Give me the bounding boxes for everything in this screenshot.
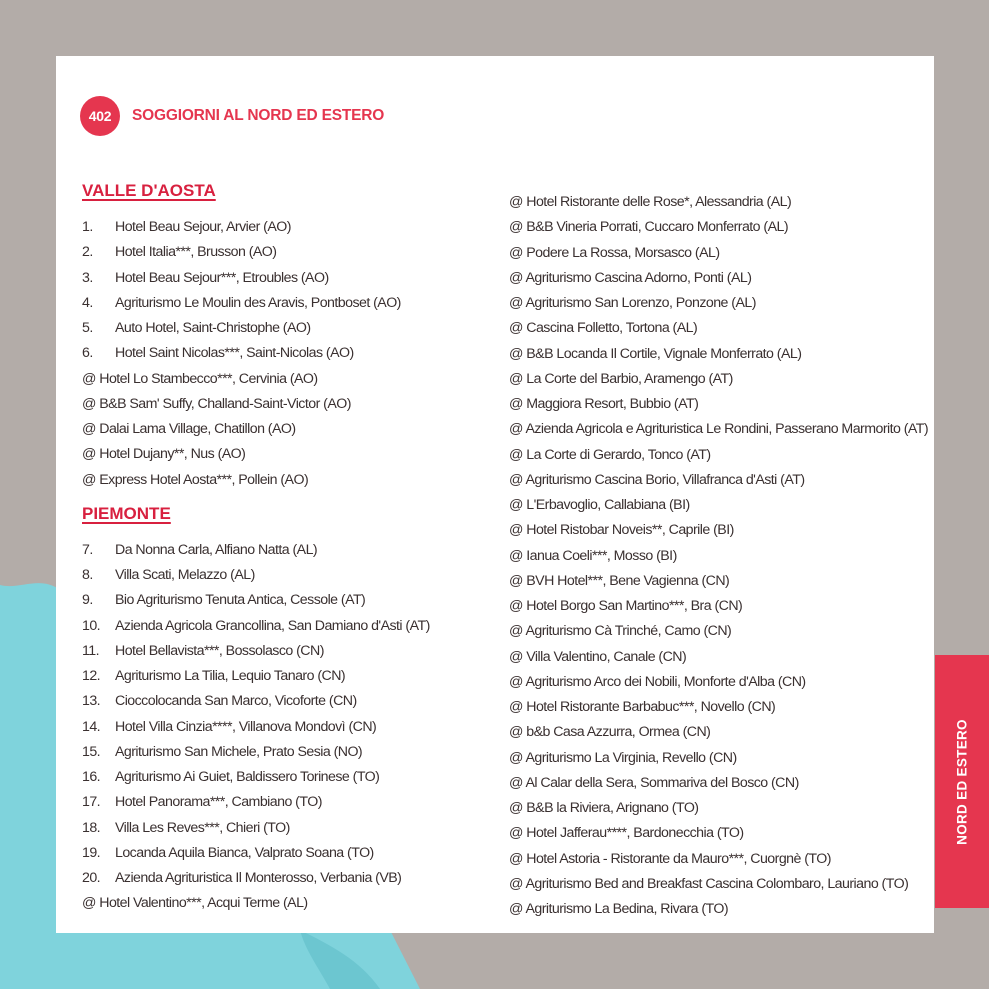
list-item — [82, 765, 502, 790]
list-item-text: Cioccolocanda San Marco, Vicoforte (CN) — [115, 693, 357, 710]
list-item: @ Podere La Rossa, Morsasco (AL) — [509, 244, 720, 261]
section-piemonte — [82, 501, 502, 917]
list-item-text: Auto Hotel, Saint-Christophe (AO) — [115, 320, 311, 336]
list-item — [82, 468, 502, 493]
list-item — [82, 790, 502, 815]
list-item — [82, 639, 502, 664]
list-item-text: @ Express Hotel Aosta***, Pollein (AO) — [82, 471, 309, 488]
list-item-number: 12. — [82, 668, 101, 684]
list-item: @ Ianua Coeli***, Mosso (BI) — [509, 547, 677, 564]
list-item — [82, 392, 502, 417]
list-item: @ Maggiora Resort, Bubbio (AT) — [509, 396, 699, 412]
list-item-number: 20. — [82, 870, 101, 886]
section-valle-daosta — [82, 178, 502, 493]
list-item: @ Al Calar della Sera, Sommariva del Bosco (CN) — [509, 774, 799, 791]
section-list — [82, 215, 502, 493]
list-item-text: Agriturismo La Tilia, Lequio Tanaro (CN) — [115, 668, 346, 684]
list-item-number: 6. — [82, 345, 93, 362]
list-item-text: Villa Scati, Melazzo (AL) — [115, 567, 255, 583]
left-column — [82, 178, 502, 917]
list-item — [82, 417, 502, 442]
page-title: SOGGIORNI AL NORD ED ESTERO — [132, 107, 385, 124]
list-item: @ Agriturismo Arco dei Nobili, Monforte d'Alba (CN) — [509, 673, 806, 690]
list-item: @ Agriturismo San Lorenzo, Ponzone (AL) — [509, 295, 756, 311]
list-item: @ Agriturismo Bed and Breakfast Cascina Colombaro, Lauriano (TO) — [509, 875, 909, 892]
list-item — [82, 816, 502, 841]
list-item-number: 18. — [82, 819, 101, 836]
list-item: @ Hotel Ristorante delle Rose*, Alessandria (AL) — [509, 194, 792, 210]
list-item-text: Hotel Saint Nicolas***, Saint-Nicolas (AO) — [115, 345, 354, 362]
list-item: @ La Corte di Gerardo, Tonco (AT) — [509, 446, 711, 463]
list-item-number: 15. — [82, 743, 101, 760]
list-item — [82, 563, 502, 588]
list-item-text: Hotel Villa Cinzia****, Villanova Mondovì (CN) — [115, 718, 377, 735]
list-item-number: 10. — [82, 617, 101, 634]
list-item — [82, 891, 502, 916]
list-item: @ b&b Casa Azzurra, Ormea (CN) — [509, 724, 711, 741]
list-item-number: 14. — [82, 718, 101, 735]
list-item-text: @ Hotel Dujany**, Nus (AO) — [82, 446, 246, 463]
list-item: @ Hotel Ristobar Noveis**, Caprile (BI) — [509, 522, 734, 539]
list-item — [82, 689, 502, 714]
list-item-text: Azienda Agricola Grancollina, San Damiano d'Asti (AT) — [115, 617, 430, 634]
page-number-badge: 402 — [80, 96, 120, 136]
list-item-text: @ B&B Sam' Suffy, Challand-Saint-Victor (AO) — [82, 395, 351, 412]
section-heading: VALLE D'AOSTA — [82, 181, 216, 200]
list-item-text: Bio Agriturismo Tenuta Antica, Cessole (AT) — [115, 592, 366, 609]
list-item: @ B&B Locanda Il Cortile, Vignale Monferrato (AL) — [509, 345, 802, 362]
list-item — [82, 841, 502, 866]
list-item: @ Villa Valentino, Canale (CN) — [509, 648, 687, 665]
list-item — [82, 715, 502, 740]
list-item-text: Hotel Italia***, Brusson (AO) — [115, 244, 277, 261]
section-heading: PIEMONTE — [82, 503, 171, 523]
list-item-text: Hotel Beau Sejour, Arvier (AO) — [115, 219, 291, 235]
list-item — [82, 316, 502, 341]
list-item: @ Agriturismo Cascina Borio, Villafranca d'Asti (AT) — [509, 471, 805, 488]
list-item: @ Cascina Folletto, Tortona (AL) — [509, 320, 698, 337]
list-item: @ Agriturismo La Bedina, Rivara (TO) — [509, 901, 729, 917]
section-list — [82, 538, 502, 917]
list-item: @ Hotel Jafferau****, Bardonecchia (TO) — [509, 825, 744, 842]
list-item: @ Hotel Borgo San Martino***, Bra (CN) — [509, 598, 743, 614]
list-item: @ Agriturismo Cascina Adorno, Ponti (AL) — [509, 269, 752, 286]
list-item-number: 9. — [82, 592, 93, 609]
list-item-number: 5. — [82, 320, 93, 336]
list-item-text: Agriturismo Ai Guiet, Baldissero Torinese (TO) — [115, 769, 380, 785]
list-item-number: 8. — [82, 567, 93, 583]
list-item: @ B&B la Riviera, Arignano (TO) — [509, 800, 699, 816]
list-item — [82, 664, 502, 689]
list-item: @ BVH Hotel***, Bene Vagienna (CN) — [509, 572, 730, 589]
list-item — [82, 740, 502, 765]
list-item — [82, 240, 502, 265]
list-item-number: 1. — [82, 219, 93, 235]
right-column-list — [509, 190, 929, 922]
list-item — [82, 367, 502, 392]
list-item — [82, 442, 502, 467]
list-item-text: @ Hotel Lo Stambecco***, Cervinia (AO) — [82, 370, 318, 387]
list-item: @ L'Erbavoglio, Callabiana (BI) — [509, 497, 690, 513]
list-item: @ La Corte del Barbio, Aramengo (AT) — [509, 370, 733, 387]
list-item — [82, 866, 502, 891]
list-item — [82, 588, 502, 613]
list-item-number: 13. — [82, 693, 101, 710]
list-item: @ Azienda Agricola e Agrituristica Le Rondini, Passerano Marmorito (AT) — [509, 421, 929, 438]
list-item — [82, 538, 502, 563]
list-item-text: Hotel Beau Sejour***, Etroubles (AO) — [115, 269, 329, 286]
list-item-number: 19. — [82, 844, 101, 861]
page-header — [80, 96, 384, 136]
list-item-number: 4. — [82, 294, 93, 311]
list-item-number: 2. — [82, 244, 93, 261]
list-item — [82, 215, 502, 240]
list-item-text: Agriturismo San Michele, Prato Sesia (NO) — [115, 743, 363, 760]
list-item: @ Hotel Astoria - Ristorante da Mauro***, Cuorgnè (TO) — [509, 850, 831, 867]
right-column — [509, 190, 929, 922]
section-gap — [82, 493, 502, 501]
list-item — [82, 341, 502, 366]
list-item — [82, 291, 502, 316]
list-item-text: Da Nonna Carla, Alfiano Natta (AL) — [115, 541, 318, 558]
section-side-tab — [935, 655, 989, 908]
list-item-text: Agriturismo Le Moulin des Aravis, Pontboset (AO) — [115, 294, 401, 311]
list-item-text: Villa Les Reves***, Chieri (TO) — [115, 819, 290, 836]
list-item: @ Agriturismo Cà Trinché, Camo (CN) — [509, 623, 732, 640]
side-tab-label: NORD ED ESTERO — [954, 718, 970, 845]
list-item-text: Azienda Agrituristica Il Monterosso, Verbania (VB) — [115, 870, 402, 886]
list-item-number: 7. — [82, 541, 93, 558]
list-item — [82, 614, 502, 639]
list-item-text: Locanda Aquila Bianca, Valprato Soana (TO) — [115, 844, 374, 861]
list-item: @ Agriturismo La Virginia, Revello (CN) — [509, 749, 737, 766]
list-item: @ Hotel Ristorante Barbabuc***, Novello (CN) — [509, 699, 776, 715]
list-item-number: 16. — [82, 769, 101, 785]
list-item-number: 3. — [82, 269, 93, 286]
list-item-text: @ Hotel Valentino***, Acqui Terme (AL) — [82, 895, 308, 912]
list-item-number: 17. — [82, 794, 101, 811]
list-item-text: Hotel Bellavista***, Bossolasco (CN) — [115, 642, 324, 659]
directory-page — [56, 56, 934, 933]
list-item-number: 11. — [82, 642, 100, 659]
list-item: @ B&B Vineria Porrati, Cuccaro Monferrato (AL) — [509, 219, 789, 236]
list-item-text: @ Dalai Lama Village, Chatillon (AO) — [82, 421, 296, 437]
list-item — [82, 266, 502, 291]
list-item-text: Hotel Panorama***, Cambiano (TO) — [115, 794, 322, 811]
